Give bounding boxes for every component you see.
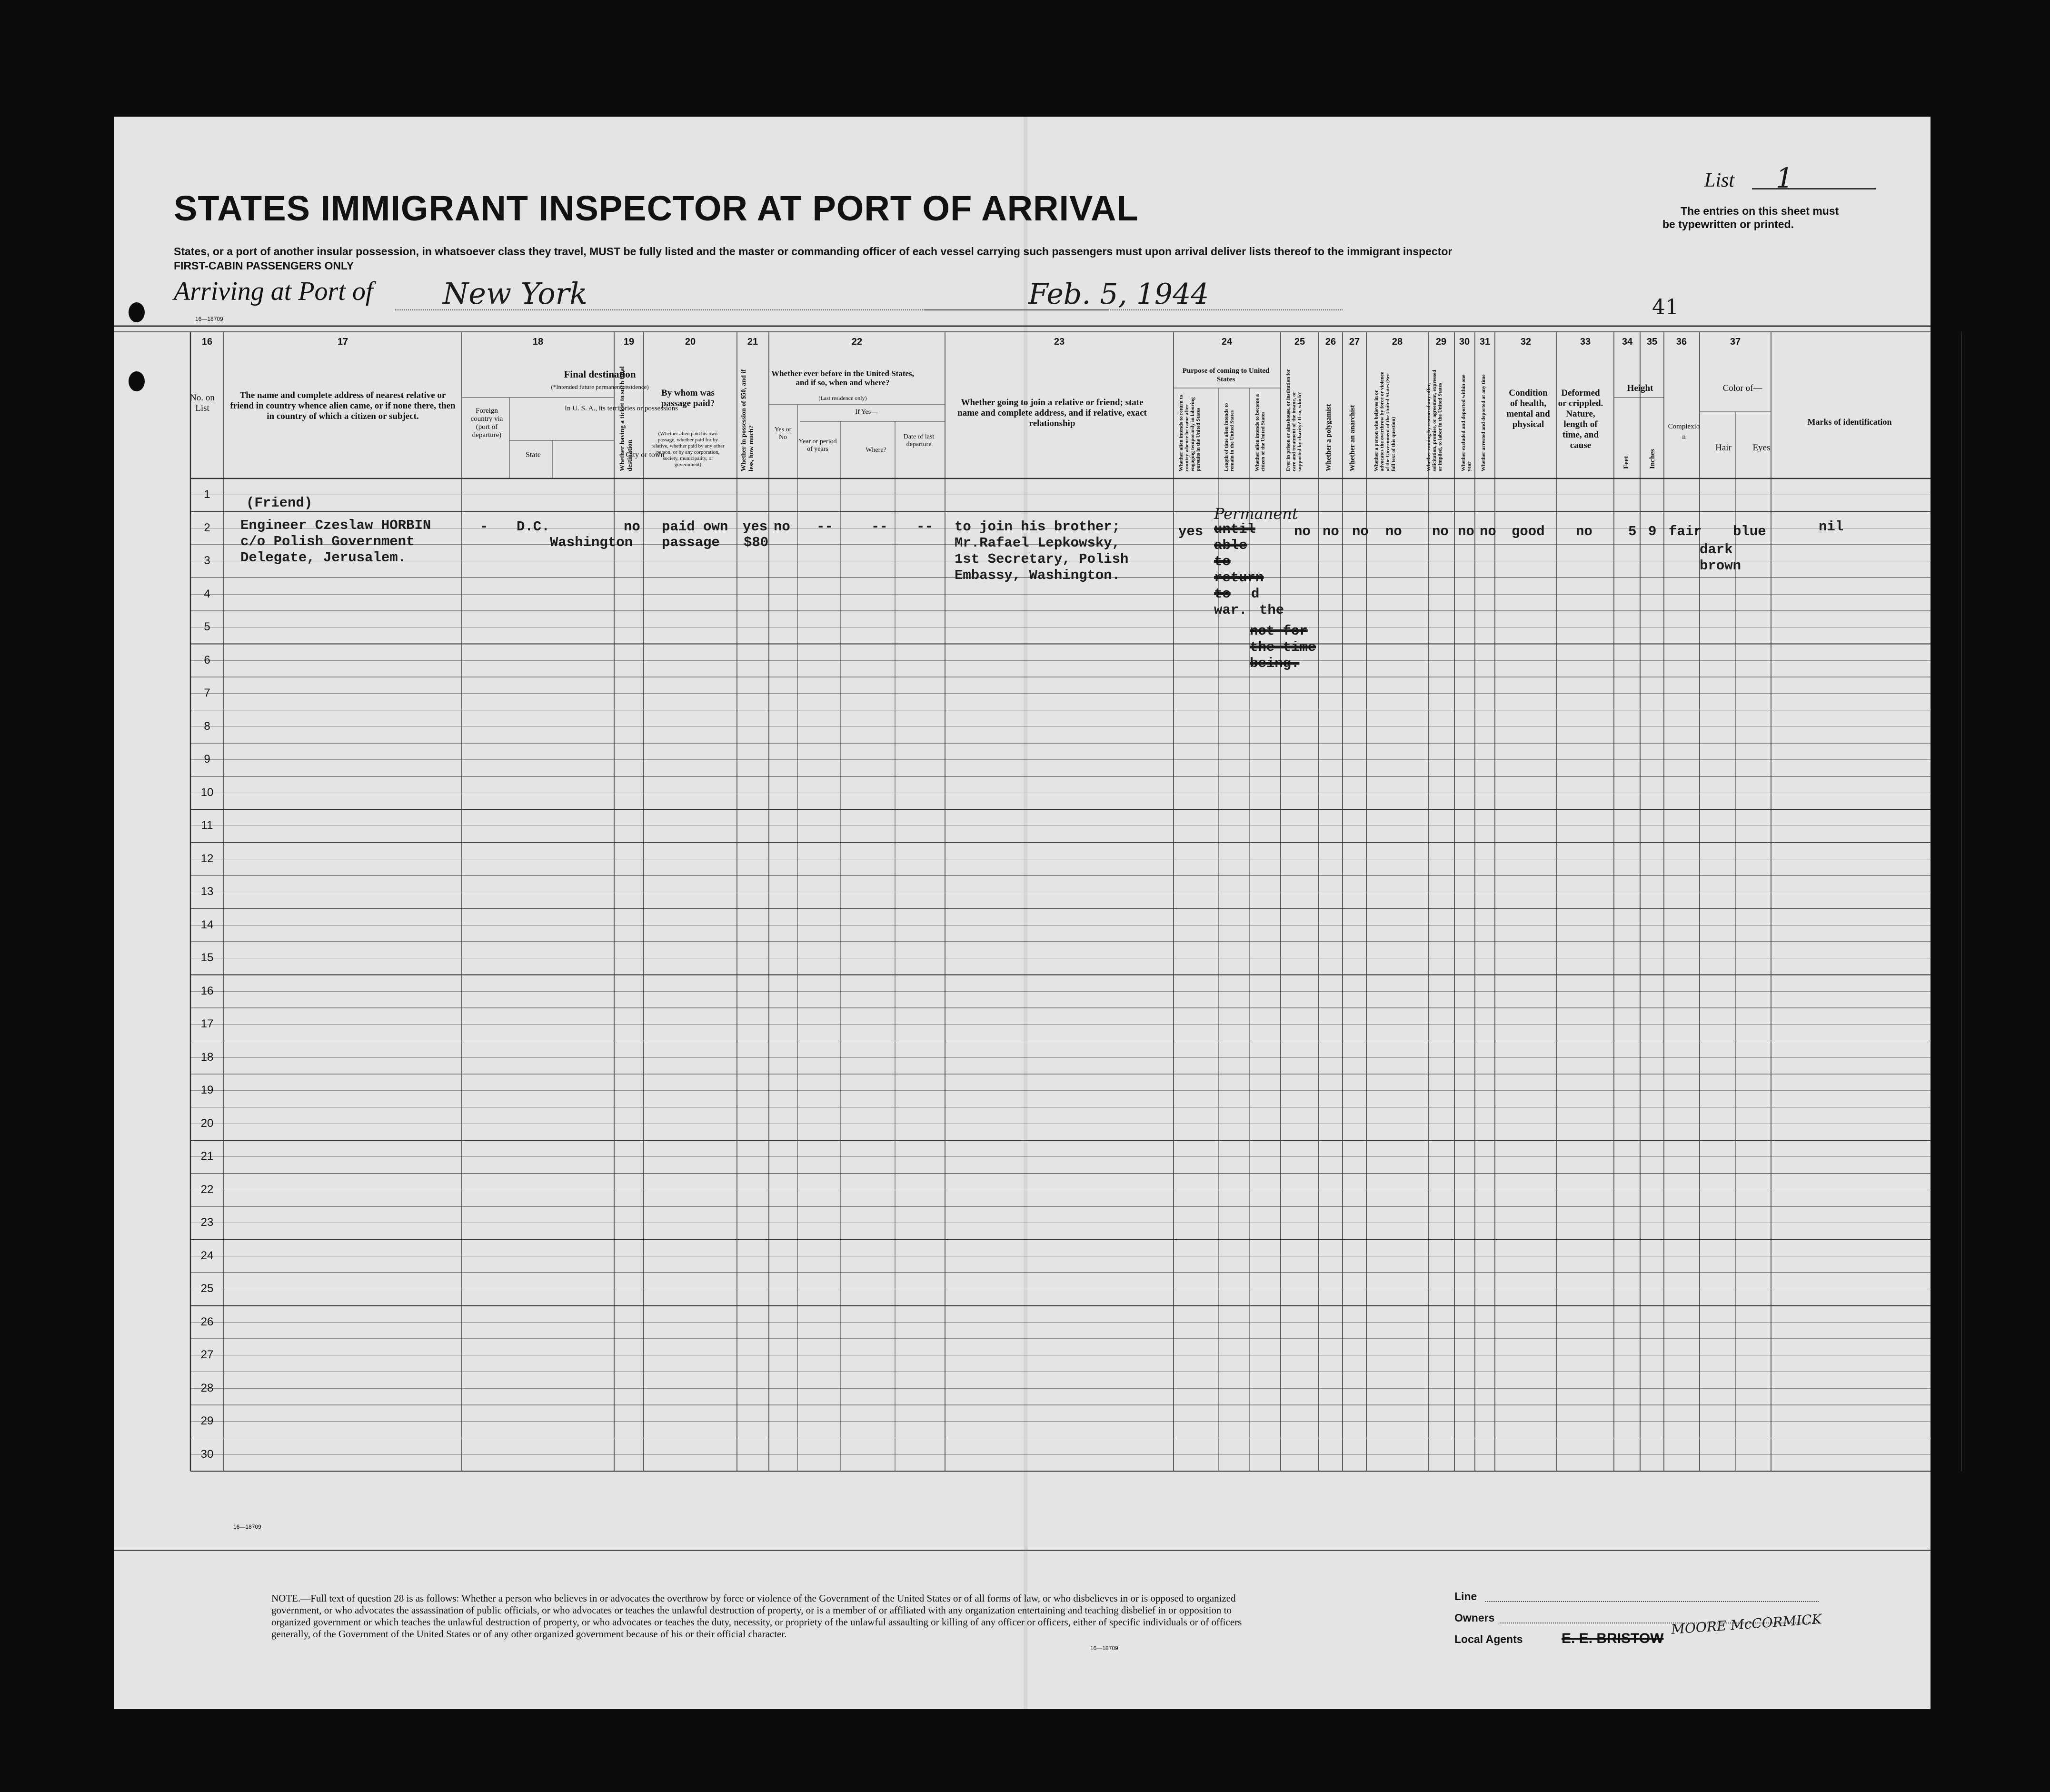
manifest-sheet xyxy=(114,117,1931,1709)
row-number: 20 xyxy=(200,1116,214,1130)
col20-header-a: By whom was passage paid? xyxy=(661,388,715,408)
col24-sub-b: Length of time alien intends to remain in the United States xyxy=(1224,403,1235,471)
sheet-number: 41 xyxy=(1652,295,1679,319)
col18-city: City or town xyxy=(626,451,665,459)
form-title: STATES IMMIGRANT INSPECTOR AT PORT OF ARRIVAL xyxy=(174,189,1139,228)
row-number: 6 xyxy=(204,653,210,667)
purpose-struck: to xyxy=(1214,554,1231,569)
footnote-q28: NOTE.—Full text of question 28 is as follows: Whether a person who believes in or advocates the overthrow by force or violence of the Government of the United States or of all forms of law, or who disbelieves in or is opposed to organized government, or who advocates the assassination of public officials, or who advocates or teaches the unlawful destruction of property, or is a member of or affiliated with any organization entertaining and teaching disbelief in or opposition to organized government or which teaches the unlawful destruction of property, or who advocates or teaches the duty, necessity, or propriety of the unlawful assaulting or killing of any officer or officers, either of specific individuals or of officers generally, of the Government of the United States or of any other organized government because of his or their official character. xyxy=(271,1593,1242,1640)
eye-color: blue xyxy=(1733,524,1766,539)
polygamist: no xyxy=(1323,524,1339,539)
table-grid xyxy=(114,117,1931,1709)
row-number: 8 xyxy=(204,719,210,733)
col33-header: Deformed or crippled. Nature, length of time, and cause xyxy=(1558,388,1603,450)
row-number: 14 xyxy=(200,918,214,931)
friend-address: Delegate, Jerusalem. xyxy=(240,550,407,566)
friend-name: Engineer Czeslaw HORBIN xyxy=(240,518,431,533)
column-number: 37 xyxy=(1730,337,1741,347)
row-number: 29 xyxy=(200,1414,214,1427)
ticket: no xyxy=(624,519,640,535)
col22-yesno: Yes or No xyxy=(774,426,792,441)
col17-header: The name and complete address of nearest relative or friend in country whence alien came, or if none there, then in country of which a citizen or subject. xyxy=(230,390,456,421)
list-number: 1 xyxy=(1776,162,1793,194)
row-number: 17 xyxy=(200,1017,214,1030)
health: good xyxy=(1512,524,1545,539)
list-label: List xyxy=(1704,169,1735,191)
col37-header: Marks of identification xyxy=(1807,417,1892,427)
column-number: 18 xyxy=(532,337,544,347)
col28-header: Whether a person who believes in or advocates the overthrow by force or violence of the Government of the United States (See full text of this question) xyxy=(1373,372,1396,471)
row-number: 13 xyxy=(200,885,214,898)
friend-relation: (Friend) xyxy=(246,495,313,511)
col22-year: Year or period of years xyxy=(798,438,837,453)
friend-address: c/o Polish Government xyxy=(240,534,415,549)
row-number: 26 xyxy=(200,1315,214,1328)
purpose-struck: being. xyxy=(1250,656,1300,671)
col35-header: Complexion xyxy=(1668,423,1700,441)
been-before: no xyxy=(774,519,790,535)
agents-handwritten: MOORE McCORMICK xyxy=(1671,1611,1822,1638)
date-departure: -- xyxy=(916,519,933,535)
foreign-via: - xyxy=(480,519,488,535)
row-number: 30 xyxy=(200,1447,214,1461)
col36-header: Color of— xyxy=(1722,383,1762,393)
row-number: 22 xyxy=(200,1183,214,1196)
col25-header: Ever in prison or almshouse, or institution for care and treatment of the insane, or supported by charity? If so, which? xyxy=(1285,369,1303,471)
hair-color: brown xyxy=(1700,558,1742,574)
year: -- xyxy=(816,519,833,535)
row-number: 27 xyxy=(200,1348,214,1361)
anarchist: no xyxy=(1352,524,1369,539)
col34-inches: Inches xyxy=(1649,449,1656,469)
arrested: no xyxy=(1480,524,1496,539)
labor-offer: no xyxy=(1432,524,1449,539)
col34-feet: Feet xyxy=(1622,456,1630,469)
row-number: 19 xyxy=(200,1084,214,1096)
arrival-date: Feb. 5, 1944 xyxy=(1028,278,1209,311)
col19-header: Whether having a ticket to such final destination xyxy=(619,366,634,471)
col18-note: (*Intended future permanent residence) xyxy=(551,383,649,390)
dest-city: Washington xyxy=(550,535,633,550)
col22-note: (Last residence only) xyxy=(818,395,867,401)
port-label: Arriving at Port of xyxy=(174,277,373,306)
col30-header: Whether excluded and deported within one year xyxy=(1461,374,1472,471)
col32-header: Condition of health, mental and physical xyxy=(1506,388,1550,429)
row-number: 23 xyxy=(200,1216,214,1229)
col22-where: Where? xyxy=(866,447,886,454)
row-number: 1 xyxy=(204,488,210,501)
column-number: 24 xyxy=(1221,337,1233,347)
hair-color: dark xyxy=(1700,542,1733,558)
passenger-class: FIRST-CABIN PASSENGERS ONLY xyxy=(174,259,354,272)
column-number: 29 xyxy=(1435,337,1447,347)
column-number: 26 xyxy=(1325,337,1336,347)
col22-ifyes: If Yes— xyxy=(855,408,878,416)
form-code: 16—18709 xyxy=(233,1523,261,1530)
column-number: 17 xyxy=(337,337,348,347)
join-relative: to join his brother; xyxy=(955,519,1121,535)
col20-header-b: (Whether alien paid his own passage, whether paid for by relative, whether paid by any other person, or by any corporation, society, municipality, or government) xyxy=(651,431,725,468)
row-number: 5 xyxy=(204,620,210,633)
dest-state: D.C. xyxy=(517,519,550,535)
row-number: 3 xyxy=(204,554,210,567)
purpose-text: the xyxy=(1259,602,1284,618)
underline xyxy=(1485,1601,1819,1602)
column-number: 21 xyxy=(747,337,758,347)
purpose-struck: able xyxy=(1214,538,1247,553)
list-note: The entries on this sheet must xyxy=(1681,205,1839,217)
where: -- xyxy=(871,519,888,535)
col23-header: Whether going to join a relative or friend; state name and complete address, and if relative, exact relationship xyxy=(957,398,1147,428)
purpose-struck: not for xyxy=(1250,623,1308,639)
column-number: 32 xyxy=(1520,337,1532,347)
agents-label: Local Agents xyxy=(1454,1633,1523,1645)
col36-hair: Hair xyxy=(1715,443,1732,453)
column-number: 30 xyxy=(1459,337,1470,347)
height-inches: 9 xyxy=(1648,524,1657,539)
list-note: be typewritten or printed. xyxy=(1662,218,1794,230)
col18-state: State xyxy=(526,451,541,459)
join-relative: Embassy, Washington. xyxy=(955,567,1121,583)
col36-eyes: Eyes xyxy=(1752,443,1771,453)
row-number: 2 xyxy=(204,521,210,534)
money-amount: $80 xyxy=(744,535,769,550)
footer-rule xyxy=(114,1550,1931,1551)
form-instruction: States, or a port of another insular possession, in whatsoever class they travel, MUST be fully listed and the master or commanding officer of each vessel carrying such passengers must upon arrival deliver lists thereof to the immigrant inspector xyxy=(174,245,1453,258)
col24-header: Purpose of coming to United States xyxy=(1182,367,1270,383)
complexion: fair xyxy=(1669,524,1702,539)
column-number: 28 xyxy=(1392,337,1403,347)
row-number: 16 xyxy=(200,984,214,997)
column-number: 33 xyxy=(1580,337,1591,347)
port-value: New York xyxy=(443,276,587,311)
owners-label: Owners xyxy=(1454,1612,1495,1624)
row-number: 28 xyxy=(200,1381,214,1394)
col22-header: Whether ever before in the United States, and if so, when and where? xyxy=(771,369,914,387)
col26-header: Whether a polygamist xyxy=(1325,404,1333,471)
col21-header: Whether in possession of $50, and if less, how much? xyxy=(740,369,755,471)
col34-header: Height xyxy=(1627,383,1653,393)
row-number: 11 xyxy=(201,819,213,832)
excluded: no xyxy=(1458,524,1474,539)
overthrow: no xyxy=(1385,524,1402,539)
col27-header: Whether an anarchist xyxy=(1349,405,1356,471)
col31-header: Whether arrested and deported at any time xyxy=(1481,374,1486,471)
purpose-struck: until xyxy=(1214,521,1256,537)
deformed: no xyxy=(1576,524,1592,539)
column-number: 23 xyxy=(1054,337,1065,347)
column-number: 20 xyxy=(685,337,696,347)
col18-header: Final destination xyxy=(564,368,636,380)
purpose-struck: to xyxy=(1214,586,1231,602)
col16-header: No. on List xyxy=(190,393,215,413)
column-number: 31 xyxy=(1479,337,1491,347)
column-number: 16 xyxy=(201,337,213,347)
row-number: 25 xyxy=(200,1282,214,1295)
agents-struck: E. E. BRISTOW xyxy=(1562,1631,1664,1646)
height-feet: 5 xyxy=(1628,524,1637,539)
row-number: 7 xyxy=(204,687,210,699)
join-relative: 1st Secretary, Polish xyxy=(955,551,1129,567)
join-relative: Mr.Rafael Lepkowsky, xyxy=(955,535,1121,551)
passage-paid: passage xyxy=(662,535,720,550)
column-number: 19 xyxy=(623,337,635,347)
money: yes xyxy=(743,519,768,535)
column-number: 35 xyxy=(1646,337,1658,347)
prison: no xyxy=(1294,524,1311,539)
col18-foreign: Foreign country via (port of departure) xyxy=(470,407,503,439)
passage-paid: paid own xyxy=(662,519,728,535)
column-number: 27 xyxy=(1349,337,1360,347)
row-number: 9 xyxy=(204,753,210,766)
column-number: 34 xyxy=(1622,337,1633,347)
row-number: 15 xyxy=(200,951,214,964)
purpose-handwritten: Permanent xyxy=(1214,505,1298,523)
purpose-yes: yes xyxy=(1178,524,1204,539)
identification-marks: nil xyxy=(1819,519,1844,535)
col24-sub-a: Whether alien intends to return to country whence he came after engaging temporarily in laboring pursuits in the United States xyxy=(1178,395,1201,471)
row-number: 24 xyxy=(200,1249,214,1262)
purpose-struck: the time xyxy=(1250,639,1316,655)
purpose-text: war. xyxy=(1214,602,1247,618)
row-number: 10 xyxy=(200,786,214,799)
col18-usa: In U. S. A., its territories or possessions xyxy=(565,405,678,412)
row-number: 4 xyxy=(204,587,210,600)
col24-sub-c: Whether alien intends to become a citizen of the United States xyxy=(1254,394,1266,471)
row-number: 21 xyxy=(200,1150,214,1163)
column-number: 25 xyxy=(1294,337,1305,347)
line-label: Line xyxy=(1454,1590,1477,1603)
purpose-struck: return xyxy=(1214,570,1264,586)
col29-header: Whether coming by reason of any offer, solicitation, promise, or agreement, expressed or implied, to labor in the United States xyxy=(1426,369,1443,471)
col22-date: Date of last departure xyxy=(903,433,935,448)
form-code: 16—18709 xyxy=(195,316,223,322)
column-number: 22 xyxy=(851,337,863,347)
row-number: 12 xyxy=(200,852,214,865)
column-number: 36 xyxy=(1676,337,1687,347)
row-number: 18 xyxy=(200,1050,214,1064)
form-code: 16—18709 xyxy=(1090,1645,1118,1652)
purpose-text: d xyxy=(1251,586,1260,602)
